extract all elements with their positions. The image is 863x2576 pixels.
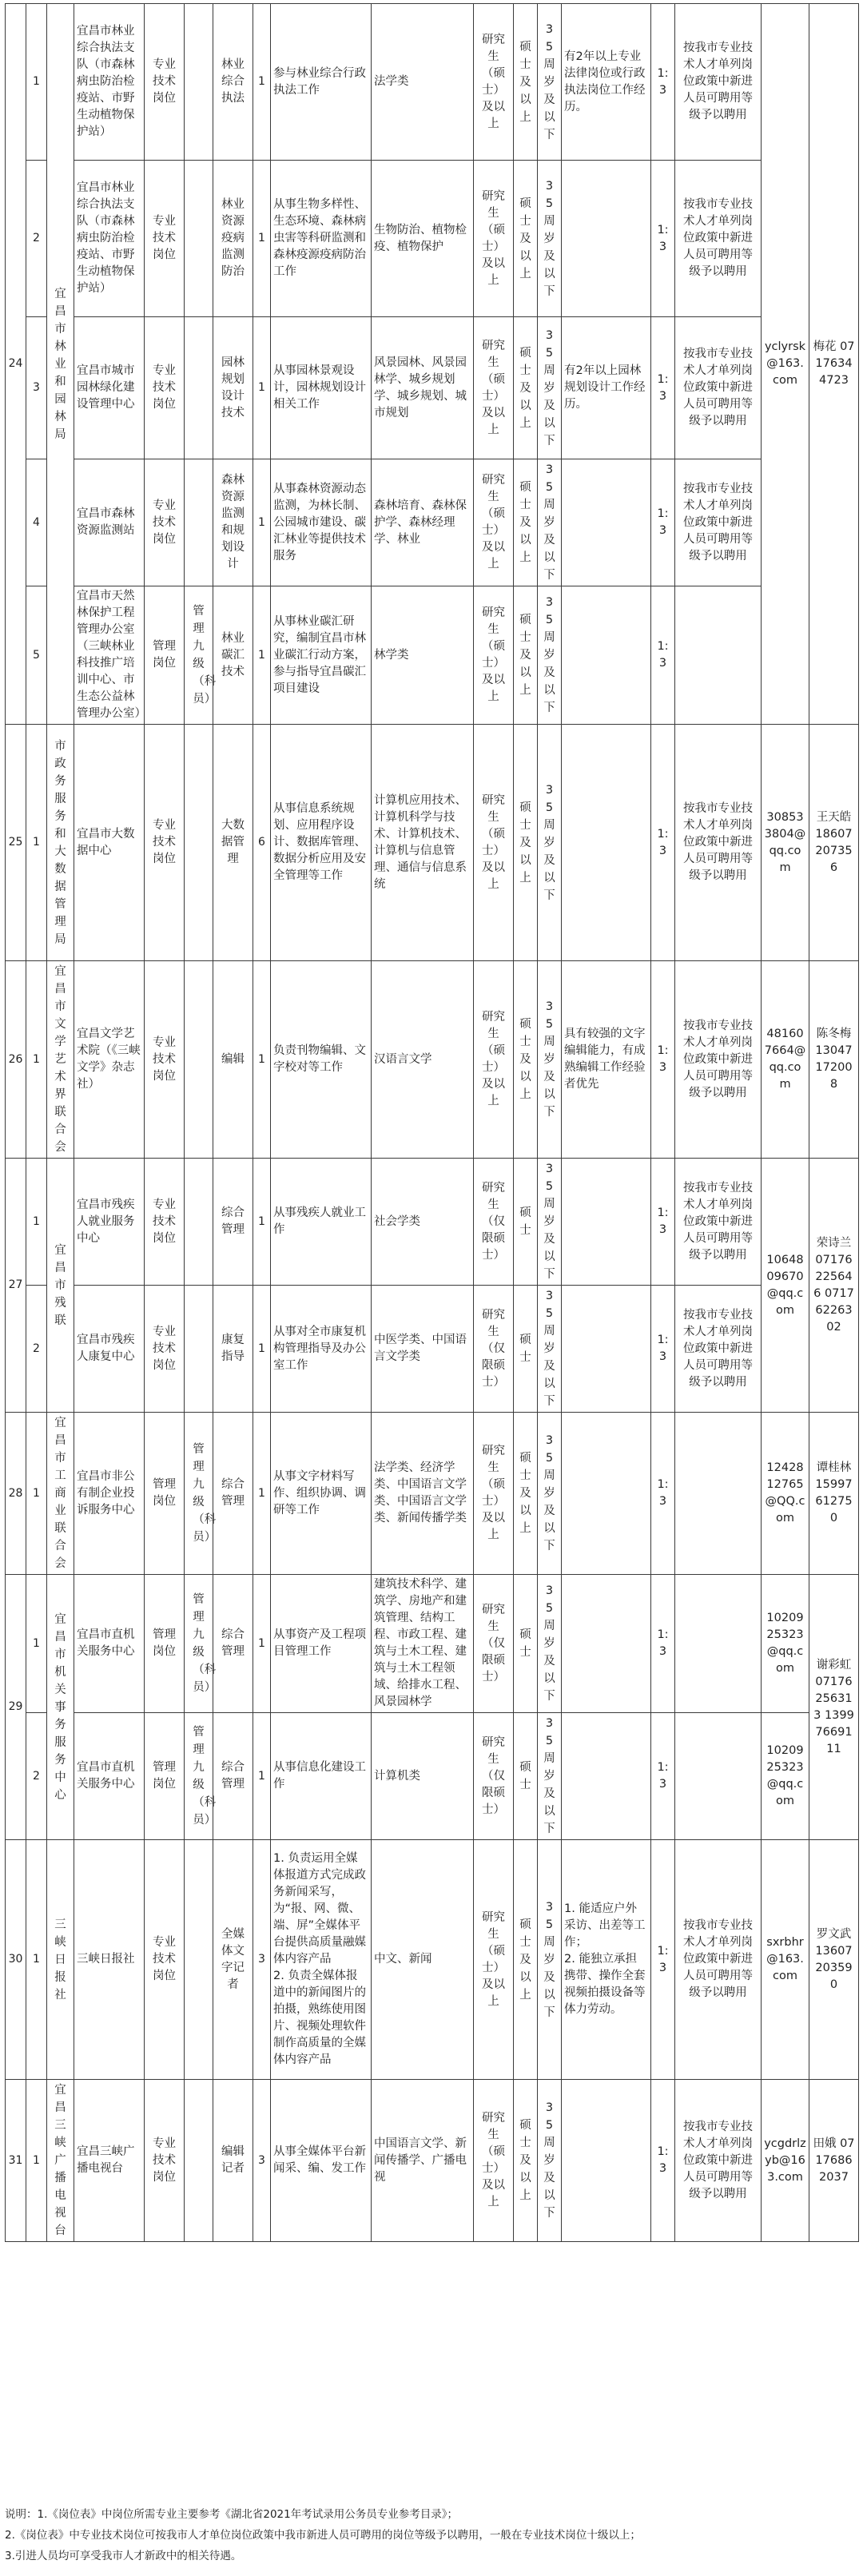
age-requirement bbox=[538, 586, 562, 725]
job-duty: 从事信息化建设工作 bbox=[271, 1713, 372, 1840]
unit-name: 宜昌市城市园林绿化建设管理中心 bbox=[74, 317, 145, 459]
hiring-method: 按我市专业技术人才单列岗位政策中新进人员可聘用等级予以聘用 bbox=[675, 725, 762, 961]
post-type: 专业技术岗位 bbox=[145, 725, 185, 961]
age-requirement-text: 35周岁及以下 bbox=[543, 22, 555, 141]
table-row bbox=[6, 586, 859, 725]
hiring-method: 按我市专业技术人才单列岗位政策中新进人员可聘用等级予以聘用 bbox=[675, 2080, 762, 2242]
degree-requirement-text: 硕士及以上 bbox=[519, 40, 531, 124]
hire-count: 1 bbox=[253, 586, 271, 725]
age-requirement bbox=[538, 725, 562, 961]
other-requirement: 有2年以上专业法律岗位或行政执法岗位工作经历。 bbox=[562, 4, 651, 161]
hire-count: 3 bbox=[253, 2080, 271, 2242]
education-requirement: 研究生（硕士）及以上 bbox=[474, 1840, 514, 2080]
other-requirement bbox=[562, 1713, 651, 1840]
major-requirement: 法学类 bbox=[372, 4, 474, 161]
age-requirement bbox=[538, 459, 562, 586]
department-name-text: 宜昌三峡广播电视台 bbox=[54, 2084, 66, 2237]
degree-requirement bbox=[514, 1286, 538, 1413]
row-index: 5 bbox=[26, 586, 47, 725]
major-requirement: 中文、新闻 bbox=[372, 1840, 474, 2080]
post-type: 管理岗位 bbox=[145, 1413, 185, 1575]
exam-ratio: 1:3 bbox=[651, 459, 675, 586]
job-duty: 负责刊物编辑、文字校对等工作 bbox=[271, 961, 372, 1159]
row-index: 1 bbox=[26, 961, 47, 1159]
job-duty: 从事园林景观设计，园林规划设计相关工作 bbox=[271, 317, 372, 459]
other-requirement bbox=[562, 586, 651, 725]
major-requirement: 林学类 bbox=[372, 586, 474, 725]
post-level bbox=[185, 459, 213, 586]
contact-person: 王天皓 18607207356 bbox=[809, 725, 859, 961]
post-level-text: 管理九级（科员） bbox=[193, 605, 217, 706]
group-seq: 25 bbox=[6, 725, 26, 961]
group-seq: 26 bbox=[6, 961, 26, 1159]
exam-ratio: 1:3 bbox=[651, 1713, 675, 1840]
education-requirement: 研究生（硕士）及以上 bbox=[474, 725, 514, 961]
table-row bbox=[6, 1575, 859, 1713]
degree-requirement-text: 硕士及以上 bbox=[519, 1918, 531, 2002]
footnotes bbox=[5, 2504, 858, 2566]
other-requirement bbox=[562, 459, 651, 586]
post-type: 专业技术岗位 bbox=[145, 1840, 185, 2080]
post-name: 大数据管理 bbox=[213, 725, 253, 961]
hire-count: 1 bbox=[253, 1159, 271, 1286]
exam-ratio: 1:3 bbox=[651, 586, 675, 725]
exam-ratio: 1:3 bbox=[651, 1413, 675, 1575]
major-requirement: 建筑技术科学、建筑学、房地产和建筑管理、结构工程、市政工程、建筑与土木工程、建筑与土木工程领域、给排水工程、风景园林学 bbox=[372, 1575, 474, 1713]
exam-ratio: 1:3 bbox=[651, 725, 675, 961]
contact-person: 陈冬梅 13047172008 bbox=[809, 961, 859, 1159]
department-name-text: 市政务服务和大数据管理局 bbox=[54, 739, 66, 946]
contact-email: 481607664@qq.com bbox=[762, 961, 809, 1159]
degree-requirement bbox=[514, 961, 538, 1159]
unit-name: 宜昌市直机关服务中心 bbox=[74, 1713, 145, 1840]
unit-name: 宜昌市大数据中心 bbox=[74, 725, 145, 961]
department-name bbox=[47, 1413, 74, 1575]
hiring-method: 按我市专业技术人才单列岗位政策中新进人员可聘用等级予以聘用 bbox=[675, 1159, 762, 1286]
job-duty: 参与林业综合行政执法工作 bbox=[271, 4, 372, 161]
hiring-method: 按我市专业技术人才单列岗位政策中新进人员可聘用等级予以聘用 bbox=[675, 1840, 762, 2080]
age-requirement-text: 35周岁及以下 bbox=[543, 1290, 555, 1408]
other-requirement: 具有较强的文字编辑能力，有成熟编辑工作经验者优先 bbox=[562, 961, 651, 1159]
degree-requirement-text: 硕士 bbox=[519, 1761, 531, 1791]
age-requirement bbox=[538, 317, 562, 459]
major-requirement: 社会学类 bbox=[372, 1159, 474, 1286]
post-level bbox=[185, 1413, 217, 1575]
post-level-text: 管理九级（科员） bbox=[193, 1443, 217, 1544]
table-row bbox=[6, 1159, 859, 1286]
other-requirement: 有2年以上园林规划设计工作经历。 bbox=[562, 317, 651, 459]
major-requirement: 计算机类 bbox=[372, 1713, 474, 1840]
job-duty: 从事森林资源动态监测，为林长制、公园城市建设、碳汇林业等提供技术服务 bbox=[271, 459, 372, 586]
group-seq: 27 bbox=[6, 1159, 26, 1413]
degree-requirement bbox=[514, 4, 538, 161]
department-name bbox=[47, 725, 74, 961]
department-name bbox=[47, 4, 74, 725]
hire-count: 1 bbox=[253, 459, 271, 586]
degree-requirement-text: 硕士及以上 bbox=[519, 346, 531, 430]
age-requirement-text: 35周岁及以下 bbox=[543, 328, 555, 447]
post-level bbox=[185, 161, 213, 317]
row-index: 2 bbox=[26, 1286, 47, 1413]
contact-email: 308533804@qq.com bbox=[762, 725, 809, 961]
age-requirement-text: 35周岁及以下 bbox=[543, 1163, 555, 1281]
unit-name: 宜昌市林业综合执法支队（市森林病虫防治检疫站、市野生动植物保护站） bbox=[74, 4, 145, 161]
contact-person: 谭桂林 15997612750 bbox=[809, 1413, 859, 1575]
job-duty: 从事林业碳汇研究，编制宜昌市林业碳汇行动方案，参与指导宜昌碳汇项目建设 bbox=[271, 586, 372, 725]
other-requirement bbox=[562, 1575, 651, 1713]
degree-requirement bbox=[514, 1713, 538, 1840]
department-name bbox=[47, 2080, 74, 2242]
hiring-method: 按我市专业技术人才单列岗位政策中新进人员可聘用等级予以聘用 bbox=[675, 317, 762, 459]
contact-person: 罗文武 13607203590 bbox=[809, 1840, 859, 2080]
contact-email: ycgdrlzyb@163.com bbox=[762, 2080, 809, 2242]
post-level bbox=[185, 2080, 213, 2242]
post-name: 编辑 bbox=[213, 961, 253, 1159]
hiring-method: 按我市专业技术人才单列岗位政策中新进人员可聘用等级予以聘用 bbox=[675, 161, 762, 317]
degree-requirement-text: 硕士 bbox=[519, 1207, 531, 1237]
age-requirement bbox=[538, 1286, 562, 1413]
other-requirement bbox=[562, 2080, 651, 2242]
job-duty: 从事对全市康复机构管理指导及办公室工作 bbox=[271, 1286, 372, 1413]
degree-requirement bbox=[514, 586, 538, 725]
contact-email: 1020925323@qq.com bbox=[762, 1713, 809, 1840]
department-name bbox=[47, 961, 74, 1159]
education-requirement: 研究生（硕士）及以上 bbox=[474, 586, 514, 725]
exam-ratio: 1:3 bbox=[651, 961, 675, 1159]
degree-requirement-text: 硕士及以上 bbox=[519, 481, 531, 564]
exam-ratio: 1:3 bbox=[651, 1159, 675, 1286]
job-duty: 1. 负责运用全媒体报道方式完成政务新闻采写，为“报、网、微、端、屏”全媒体平台提供高质量融媒体内容产品 2. 负责全媒体报道中的新闻图片的拍摄，熟练使用图片、视频处理软件制作高质量的全媒体内容产品 bbox=[271, 1840, 372, 2080]
group-seq: 31 bbox=[6, 2080, 26, 2242]
post-name: 森林资源监测和规划设计 bbox=[213, 459, 253, 586]
degree-requirement bbox=[514, 1840, 538, 2080]
contact-person: 田娥 07176862037 bbox=[809, 2080, 859, 2242]
education-requirement: 研究生（仅限硕士） bbox=[474, 1713, 514, 1840]
unit-name: 宜昌市非公有制企业投诉服务中心 bbox=[74, 1413, 145, 1575]
job-duty: 从事文字材料写作、组织协调、调研等工作 bbox=[271, 1413, 372, 1575]
row-index: 3 bbox=[26, 317, 47, 459]
unit-name: 宜昌市残疾人就业服务中心 bbox=[74, 1159, 145, 1286]
major-requirement: 计算机应用技术、计算机科学与技术、计算机技术、计算机与信息管理、通信与信息系统 bbox=[372, 725, 474, 961]
age-requirement bbox=[538, 1159, 562, 1286]
age-requirement bbox=[538, 1413, 562, 1575]
hire-count: 1 bbox=[253, 1413, 271, 1575]
department-name-text: 三峡日报社 bbox=[54, 1918, 66, 2002]
contact-email: 1242812765@QQ.com bbox=[762, 1413, 809, 1575]
row-index: 1 bbox=[26, 1159, 47, 1286]
row-index: 4 bbox=[26, 459, 47, 586]
post-type: 管理岗位 bbox=[145, 586, 185, 725]
degree-requirement-text: 硕士 bbox=[519, 1628, 531, 1659]
major-requirement: 生物防治、植物检疫、植物保护 bbox=[372, 161, 474, 317]
contact-email: sxrbhr@163.com bbox=[762, 1840, 809, 2080]
unit-name: 三峡日报社 bbox=[74, 1840, 145, 2080]
job-duty: 从事全媒体平台新闻采、编、发工作 bbox=[271, 2080, 372, 2242]
age-requirement bbox=[538, 4, 562, 161]
post-name: 林业碳汇技术 bbox=[213, 586, 253, 725]
post-level bbox=[185, 317, 213, 459]
age-requirement bbox=[538, 961, 562, 1159]
contact-email: 1064809670@qq.com bbox=[762, 1159, 809, 1413]
exam-ratio: 1:3 bbox=[651, 1840, 675, 2080]
age-requirement-text: 35周岁及以下 bbox=[543, 596, 555, 714]
major-requirement: 汉语言文学 bbox=[372, 961, 474, 1159]
unit-name: 宜昌市直机关服务中心 bbox=[74, 1575, 145, 1713]
education-requirement: 研究生（仅限硕士） bbox=[474, 1286, 514, 1413]
table-row bbox=[6, 1840, 859, 2080]
age-requirement-text: 35周岁及以下 bbox=[543, 1717, 555, 1835]
age-requirement bbox=[538, 1575, 562, 1713]
education-requirement: 研究生（仅限硕士） bbox=[474, 1159, 514, 1286]
degree-requirement-text: 硕士及以上 bbox=[519, 197, 531, 280]
department-name-text: 宜昌市机关事务服务中心 bbox=[54, 1612, 66, 1802]
post-type: 专业技术岗位 bbox=[145, 459, 185, 586]
post-type: 专业技术岗位 bbox=[145, 4, 185, 161]
row-index: 1 bbox=[26, 1575, 47, 1713]
hire-count: 1 bbox=[253, 161, 271, 317]
positions-table bbox=[5, 3, 859, 2242]
post-level bbox=[185, 1840, 213, 2080]
other-requirement bbox=[562, 161, 651, 317]
contact-email: yclyrsk@163.com bbox=[762, 4, 809, 725]
education-requirement: 研究生（硕士）及以上 bbox=[474, 161, 514, 317]
table-row bbox=[6, 4, 859, 161]
education-requirement: 研究生（硕士）及以上 bbox=[474, 961, 514, 1159]
unit-name: 宜昌市残疾人康复中心 bbox=[74, 1286, 145, 1413]
degree-requirement bbox=[514, 2080, 538, 2242]
other-requirement bbox=[562, 1159, 651, 1286]
hire-count: 1 bbox=[253, 1575, 271, 1713]
group-seq: 24 bbox=[6, 4, 26, 725]
job-duty: 从事信息系统规划、应用程序设计、数据库管理、数据分析应用及安全管理等工作 bbox=[271, 725, 372, 961]
unit-name: 宜昌文学艺术院（《三峡文学》杂志社） bbox=[74, 961, 145, 1159]
exam-ratio: 1:3 bbox=[651, 4, 675, 161]
table-row bbox=[6, 161, 859, 317]
post-type: 专业技术岗位 bbox=[145, 961, 185, 1159]
table-row bbox=[6, 317, 859, 459]
row-index: 1 bbox=[26, 725, 47, 961]
post-level bbox=[185, 1159, 213, 1286]
contact-person: 荣诗兰 07176225646 07176226302 bbox=[809, 1159, 859, 1413]
education-requirement: 研究生（仅限硕士） bbox=[474, 1575, 514, 1713]
exam-ratio: 1:3 bbox=[651, 1575, 675, 1713]
age-requirement-text: 35周岁及以下 bbox=[543, 179, 555, 298]
row-index: 2 bbox=[26, 1713, 47, 1840]
education-requirement: 研究生（硕士）及以上 bbox=[474, 4, 514, 161]
post-type: 专业技术岗位 bbox=[145, 317, 185, 459]
age-requirement-text: 35周岁及以下 bbox=[543, 1900, 555, 2019]
age-requirement bbox=[538, 1840, 562, 2080]
post-name: 综合管理 bbox=[213, 1575, 253, 1713]
group-seq: 30 bbox=[6, 1840, 26, 2080]
row-index: 2 bbox=[26, 161, 47, 317]
job-duty: 从事生物多样性、生态环境、森林病虫害等科研监测和森林疫源疫病防治工作 bbox=[271, 161, 372, 317]
major-requirement: 森林培育、森林保护学、森林经理学、林业 bbox=[372, 459, 474, 586]
age-requirement-text: 35周岁及以下 bbox=[543, 1584, 555, 1703]
education-requirement: 研究生（硕士）及以上 bbox=[474, 1413, 514, 1575]
education-requirement: 研究生（硕士）及以上 bbox=[474, 317, 514, 459]
degree-requirement-text: 硕士及以上 bbox=[519, 1452, 531, 1535]
table-row bbox=[6, 725, 859, 961]
contact-email: 1020925323@qq.com bbox=[762, 1575, 809, 1713]
hire-count: 3 bbox=[253, 1840, 271, 2080]
age-requirement-text: 35周岁及以下 bbox=[543, 783, 555, 902]
degree-requirement-text: 硕士及以上 bbox=[519, 614, 531, 697]
post-type: 专业技术岗位 bbox=[145, 161, 185, 317]
degree-requirement-text: 硕士及以上 bbox=[519, 1018, 531, 1101]
age-requirement bbox=[538, 161, 562, 317]
post-type: 专业技术岗位 bbox=[145, 1286, 185, 1413]
job-duty: 从事资产及工程项目管理工作 bbox=[271, 1575, 372, 1713]
department-name-text: 宜昌市文学艺术界联合会 bbox=[54, 965, 66, 1154]
post-name: 林业资源疫病监测防治 bbox=[213, 161, 253, 317]
degree-requirement bbox=[514, 161, 538, 317]
unit-name: 宜昌市森林资源监测站 bbox=[74, 459, 145, 586]
age-requirement-text: 35周岁及以下 bbox=[543, 1434, 555, 1552]
post-level-text: 管理九级（科员） bbox=[193, 1593, 217, 1694]
other-requirement: 1. 能适应户外采访、出差等工作； 2. 能独立承担携带、操作全套视频拍摄设备等体力劳动。 bbox=[562, 1840, 651, 2080]
exam-ratio: 1:3 bbox=[651, 1286, 675, 1413]
age-requirement-text: 35周岁及以下 bbox=[543, 2101, 555, 2220]
unit-name: 宜昌市天然林保护工程管理办公室（三峡林业科技推广培训中心、市生态公益林管理办公室） bbox=[74, 586, 145, 725]
major-requirement: 中国语言文学、新闻传播学、广播电视 bbox=[372, 2080, 474, 2242]
degree-requirement-text: 硕士及以上 bbox=[519, 2119, 531, 2202]
hiring-method bbox=[675, 1713, 762, 1840]
age-requirement-text: 35周岁及以下 bbox=[543, 1000, 555, 1119]
hiring-method bbox=[675, 1575, 762, 1713]
post-level bbox=[185, 586, 217, 725]
post-name: 综合管理 bbox=[213, 1713, 253, 1840]
contact-person: 谢彩虹 07176256313 13997669111 bbox=[809, 1575, 859, 1840]
group-seq: 28 bbox=[6, 1413, 26, 1575]
exam-ratio: 1:3 bbox=[651, 2080, 675, 2242]
post-name: 综合管理 bbox=[213, 1159, 253, 1286]
hire-count: 1 bbox=[253, 961, 271, 1159]
post-type: 管理岗位 bbox=[145, 1575, 185, 1713]
table-row bbox=[6, 1286, 859, 1413]
department-name bbox=[47, 1575, 74, 1840]
exam-ratio: 1:3 bbox=[651, 317, 675, 459]
major-requirement: 中医学类、中国语言文学类 bbox=[372, 1286, 474, 1413]
other-requirement bbox=[562, 725, 651, 961]
group-seq: 29 bbox=[6, 1575, 26, 1840]
post-type: 专业技术岗位 bbox=[145, 2080, 185, 2242]
hiring-method: 按我市专业技术人才单列岗位政策中新进人员可聘用等级予以聘用 bbox=[675, 961, 762, 1159]
note-line: 3.引进人员均可享受我市人才新政中的相关待遇。 bbox=[5, 2550, 242, 2562]
note-line: 说明：1.《岗位表》中岗位所需专业主要参考《湖北省2021年考试录用公务员专业参考目录》； bbox=[5, 2508, 458, 2521]
post-level bbox=[185, 1286, 213, 1413]
post-name: 综合管理 bbox=[213, 1413, 253, 1575]
department-name bbox=[47, 1840, 74, 2080]
hire-count: 6 bbox=[253, 725, 271, 961]
table-row bbox=[6, 1413, 859, 1575]
other-requirement bbox=[562, 1413, 651, 1575]
table-row bbox=[6, 961, 859, 1159]
age-requirement bbox=[538, 2080, 562, 2242]
department-name bbox=[47, 1159, 74, 1413]
hiring-method: 按我市专业技术人才单列岗位政策中新进人员可聘用等级予以聘用 bbox=[675, 1286, 762, 1413]
post-type: 管理岗位 bbox=[145, 1713, 185, 1840]
unit-name: 宜昌三峡广播电视台 bbox=[74, 2080, 145, 2242]
hiring-method: 按我市专业技术人才单列岗位政策中新进人员可聘用等级予以聘用 bbox=[675, 4, 762, 161]
education-requirement: 研究生（硕士）及以上 bbox=[474, 459, 514, 586]
table-row bbox=[6, 2080, 859, 2242]
post-level bbox=[185, 1713, 217, 1840]
hire-count: 1 bbox=[253, 317, 271, 459]
row-index: 1 bbox=[26, 1413, 47, 1575]
hiring-method bbox=[675, 1413, 762, 1575]
age-requirement bbox=[538, 1713, 562, 1840]
department-name-text: 宜昌市工商业联合会 bbox=[54, 1417, 66, 1570]
post-name: 编辑记者 bbox=[213, 2080, 253, 2242]
post-name: 全媒体文字记者 bbox=[213, 1840, 253, 2080]
degree-requirement bbox=[514, 1575, 538, 1713]
degree-requirement bbox=[514, 1159, 538, 1286]
post-level bbox=[185, 4, 213, 161]
table-row bbox=[6, 1713, 859, 1840]
row-index: 1 bbox=[26, 4, 47, 161]
age-requirement-text: 35周岁及以下 bbox=[543, 463, 555, 582]
post-level bbox=[185, 961, 213, 1159]
positions-table-body bbox=[6, 4, 859, 2242]
unit-name: 宜昌市林业综合执法支队（市森林病虫防治检疫站、市野生动植物保护站） bbox=[74, 161, 145, 317]
major-requirement: 风景园林、风景园林学、城乡规划学、城乡规划、城市规划 bbox=[372, 317, 474, 459]
post-level bbox=[185, 725, 213, 961]
hiring-method: 按我市专业技术人才单列岗位政策中新进人员可聘用等级予以聘用 bbox=[675, 459, 762, 586]
recruitment-sheet bbox=[5, 3, 858, 2242]
degree-requirement bbox=[514, 317, 538, 459]
table-row bbox=[6, 459, 859, 586]
post-name: 林业综合执法 bbox=[213, 4, 253, 161]
contact-person: 梅花 07176344723 bbox=[809, 4, 859, 725]
note-line: 2.《岗位表》中专业技术岗位可按我市人才单位岗位政策中我市新进人员可聘用的岗位等级予以聘用，一般在专业技术岗位十级以上； bbox=[5, 2529, 641, 2542]
education-requirement: 研究生（硕士）及以上 bbox=[474, 2080, 514, 2242]
major-requirement: 法学类、经济学类、中国语言文学类、中国语言文学类、新闻传播学类 bbox=[372, 1413, 474, 1575]
degree-requirement bbox=[514, 1413, 538, 1575]
degree-requirement bbox=[514, 459, 538, 586]
degree-requirement bbox=[514, 725, 538, 961]
job-duty: 从事残疾人就业工作 bbox=[271, 1159, 372, 1286]
row-index: 1 bbox=[26, 2080, 47, 2242]
post-name: 园林规划设计技术 bbox=[213, 317, 253, 459]
department-name-text: 宜昌市残联 bbox=[54, 1243, 66, 1327]
degree-requirement-text: 硕士及以上 bbox=[519, 801, 531, 885]
degree-requirement-text: 硕士 bbox=[519, 1334, 531, 1364]
post-type: 专业技术岗位 bbox=[145, 1159, 185, 1286]
post-name: 康复指导 bbox=[213, 1286, 253, 1413]
exam-ratio: 1:3 bbox=[651, 161, 675, 317]
post-level bbox=[185, 1575, 217, 1713]
hire-count: 1 bbox=[253, 1713, 271, 1840]
other-requirement bbox=[562, 1286, 651, 1413]
post-level-text: 管理九级（科员） bbox=[193, 1726, 217, 1827]
row-index: 1 bbox=[26, 1840, 47, 2080]
hire-count: 1 bbox=[253, 1286, 271, 1413]
department-name-text: 宜昌市林业和园林局 bbox=[54, 287, 66, 441]
hire-count: 1 bbox=[253, 4, 271, 161]
hiring-method bbox=[675, 586, 762, 725]
